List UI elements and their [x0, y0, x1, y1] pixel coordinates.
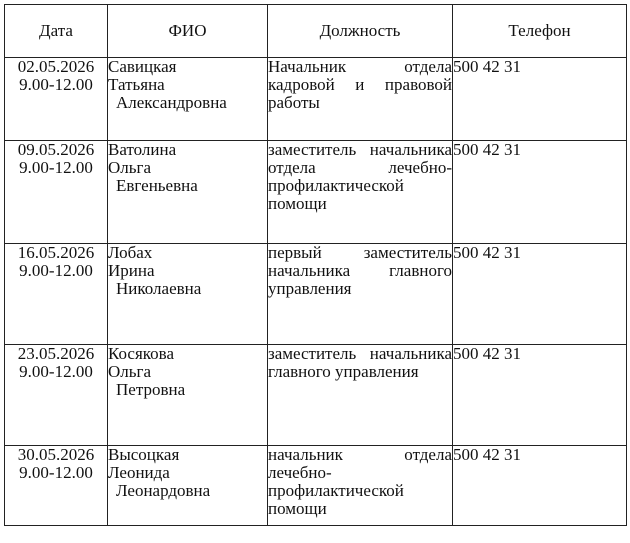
date-cell [5, 446, 108, 526]
name-cell [108, 141, 268, 244]
phone-cell: 500 42 31 [453, 446, 627, 526]
reception-date: 16.05.2026 [17, 243, 95, 262]
phone-cell: 500 42 31 [453, 345, 627, 446]
surname: Савицкая [108, 57, 177, 76]
patronymic: Евгеньевна [116, 176, 198, 195]
reception-time: 9.00-12.00 [19, 75, 93, 94]
date-cell [5, 58, 108, 141]
date-cell [5, 141, 108, 244]
surname: Ватолина [108, 140, 177, 159]
surname: Высоцкая [108, 445, 180, 464]
first-name: Татьяна [108, 75, 165, 94]
first-name: Леонида [108, 463, 170, 482]
surname: Косякова [108, 344, 175, 363]
reception-time: 9.00-12.00 [19, 362, 93, 381]
position-cell: заместитель начальника отдела лечебно-профилактической помощи [268, 141, 453, 244]
position-cell: заместитель начальника главного управления [268, 345, 453, 446]
table-header-row [5, 5, 627, 58]
name-cell [108, 345, 268, 446]
reception-date: 02.05.2026 [17, 57, 95, 76]
reception-date: 23.05.2026 [17, 344, 95, 363]
reception-time: 9.00-12.00 [19, 463, 93, 482]
name-cell [108, 244, 268, 345]
position-cell: начальник отдела лечебно-профилактической помощи [268, 446, 453, 526]
position-cell: первый заместитель начальника главного управления [268, 244, 453, 345]
reception-schedule-table [4, 4, 627, 526]
table-row [5, 244, 627, 345]
header-position: Должность [268, 5, 453, 58]
table-row [5, 141, 627, 244]
phone-cell: 500 42 31 [453, 141, 627, 244]
phone-cell: 500 42 31 [453, 244, 627, 345]
reception-date: 30.05.2026 [17, 445, 95, 464]
patronymic: Леонардовна [116, 481, 211, 500]
name-cell [108, 446, 268, 526]
reception-date: 09.05.2026 [17, 140, 95, 159]
patronymic: Александровна [116, 93, 227, 112]
reception-time: 9.00-12.00 [19, 158, 93, 177]
date-cell [5, 244, 108, 345]
name-cell [108, 58, 268, 141]
surname: Лобах [108, 243, 153, 262]
first-name: Ирина [108, 261, 155, 280]
first-name: Ольга [108, 158, 152, 177]
table-row [5, 58, 627, 141]
phone-cell: 500 42 31 [453, 58, 627, 141]
table-row [5, 345, 627, 446]
first-name: Ольга [108, 362, 152, 381]
reception-time: 9.00-12.00 [19, 261, 93, 280]
date-cell [5, 345, 108, 446]
header-name: ФИО [108, 5, 268, 58]
header-date: Дата [5, 5, 108, 58]
table-row [5, 446, 627, 526]
header-phone: Телефон [453, 5, 627, 58]
position-cell: Начальник отдела кадровой и правовой работы [268, 58, 453, 141]
patronymic: Петровна [116, 380, 186, 399]
patronymic: Николаевна [116, 279, 202, 298]
